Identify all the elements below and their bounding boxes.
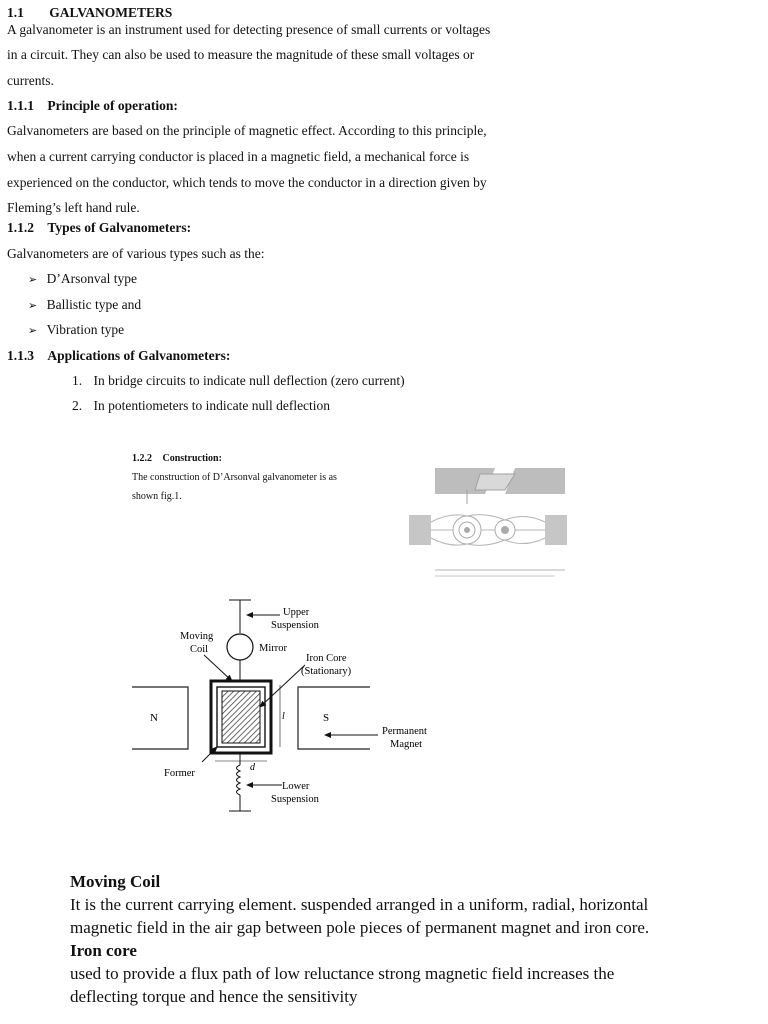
bullet-arrow-icon: ➢ xyxy=(28,299,38,312)
applications-item xyxy=(72,373,405,389)
types-item-label: Vibration type xyxy=(46,322,125,337)
breadth-label: d xyxy=(250,762,255,773)
types-title: Types of Galvanometers: xyxy=(47,220,192,235)
north-pole-magnet xyxy=(132,687,188,749)
construction-number: 1.2.2 xyxy=(132,453,152,464)
iron-core-label-2: (Stationary) xyxy=(301,666,352,677)
intro-line-2: in a circuit. They can also be used to measure the magnitude of these small voltages or xyxy=(7,47,475,62)
iron-core-line-2: deflecting torque and hence the sensitivity xyxy=(70,987,358,1006)
types-number: 1.1.2 xyxy=(7,220,34,235)
iron-core-heading: Iron core xyxy=(70,941,137,960)
types-item-label: D’Arsonval type xyxy=(46,271,137,286)
lower-suspension-label-2: Suspension xyxy=(271,794,319,805)
south-pole-label: S xyxy=(323,712,330,724)
principle-number: 1.1.1 xyxy=(7,98,34,113)
moving-coil-label-2: Coil xyxy=(190,644,209,655)
principle-line-3: experienced on the conductor, which tends to move the conductor in a direction given by xyxy=(7,175,487,190)
principle-heading xyxy=(7,98,178,114)
moving-coil-heading: Moving Coil xyxy=(70,872,161,891)
construction-title: Construction: xyxy=(162,453,222,464)
principle-line-4: Fleming’s left hand rule. xyxy=(7,200,140,215)
moving-coil-line-1: It is the current carrying element. suspended arranged in a uniform, radial, horizontal xyxy=(70,895,649,914)
construction-line-1: The construction of D’Arsonval galvanometer is as xyxy=(132,472,337,483)
applications-number: 1.1.3 xyxy=(7,348,34,363)
field-inset-figure xyxy=(405,460,575,590)
principle-title: Principle of operation: xyxy=(47,98,178,113)
bullet-arrow-icon: ➢ xyxy=(28,324,38,337)
upper-suspension-label: Upper xyxy=(283,607,310,618)
item-number: 2. xyxy=(72,398,83,413)
intro-line-3: currents. xyxy=(7,73,54,88)
length-label: l xyxy=(282,711,285,722)
iron-core-label: Iron Core xyxy=(306,653,347,664)
section-title: GALVANOMETERS xyxy=(49,5,173,20)
mirror-label: Mirror xyxy=(259,643,287,654)
item-text: In potentiometers to indicate null deflection xyxy=(93,398,331,413)
south-pole-magnet xyxy=(298,687,370,749)
types-heading xyxy=(7,220,191,236)
types-item xyxy=(28,297,141,313)
types-intro: Galvanometers are of various types such as the: xyxy=(7,246,265,261)
moving-coil-label: Moving xyxy=(180,631,214,642)
section-number: 1.1 xyxy=(7,5,24,20)
item-number: 1. xyxy=(72,373,83,388)
galvanometer-diagram xyxy=(120,595,450,820)
iron-core-line-1: used to provide a flux path of low reluctance strong magnetic field increases the xyxy=(70,964,615,983)
upper-suspension-label-2: Suspension xyxy=(271,620,319,631)
principle-line-1: Galvanometers are based on the principle of magnetic effect. According to this principle, xyxy=(7,123,487,138)
types-item xyxy=(28,271,137,287)
lower-suspension-label: Lower xyxy=(282,781,310,792)
section-heading xyxy=(7,5,172,21)
moving-coil-line-2: magnetic field in the air gap between pole pieces of permanent magnet and iron core. xyxy=(70,918,650,937)
principle-line-2: when a current carrying conductor is placed in a magnetic field, a mechanical force is xyxy=(7,149,470,164)
bullet-arrow-icon: ➢ xyxy=(28,273,38,286)
former-label: Former xyxy=(164,768,195,779)
iron-core-block xyxy=(222,691,260,743)
construction-line-2: shown fig.1. xyxy=(132,491,182,502)
intro-line-1: A galvanometer is an instrument used for detecting presence of small currents or voltages xyxy=(7,22,491,37)
types-item-label: Ballistic type and xyxy=(46,297,142,312)
permanent-magnet-label-2: Magnet xyxy=(390,739,423,750)
north-pole-label: N xyxy=(150,712,158,724)
applications-heading xyxy=(7,348,230,364)
permanent-magnet-label: Permanent xyxy=(382,726,427,737)
item-text: In bridge circuits to indicate null deflection (zero current) xyxy=(93,373,405,388)
applications-item xyxy=(72,398,330,414)
applications-title: Applications of Galvanometers: xyxy=(47,348,231,363)
types-item xyxy=(28,322,124,338)
mirror-circle xyxy=(227,634,253,660)
lower-spring xyxy=(237,765,241,795)
construction-heading xyxy=(132,453,222,464)
